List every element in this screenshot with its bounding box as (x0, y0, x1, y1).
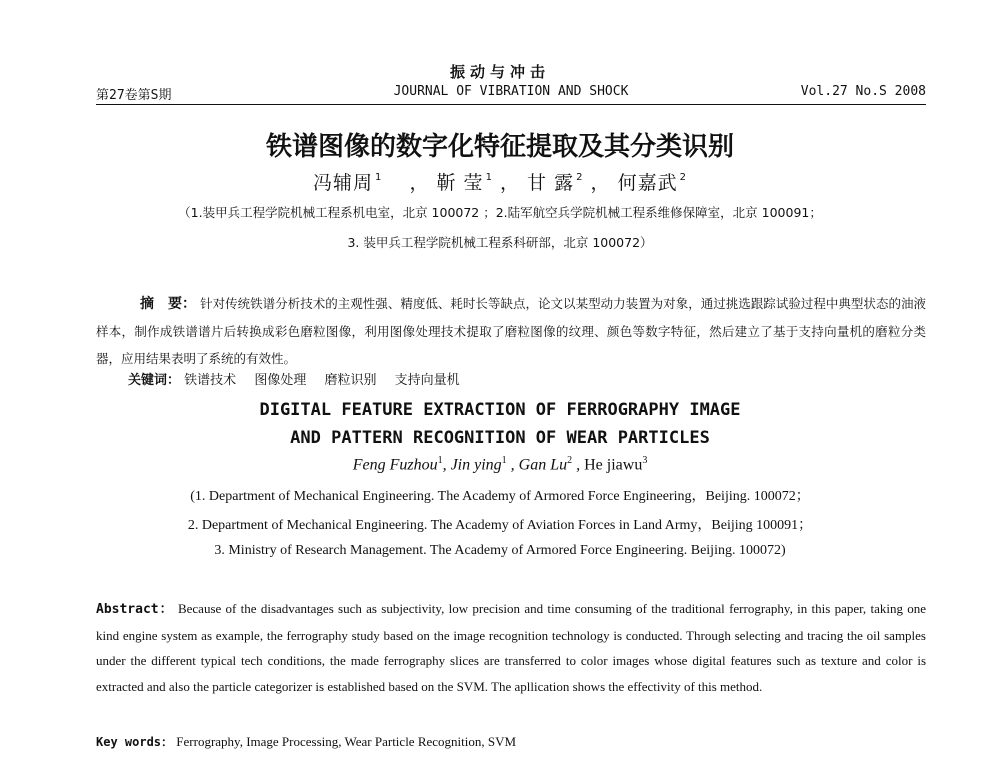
author-en: Gan Lu (518, 456, 568, 474)
author-affil-sup: 2 (679, 172, 687, 183)
author-separator: , (572, 456, 585, 474)
keywords-en (96, 733, 516, 750)
authors-en (0, 455, 1000, 474)
affiliation-en-line1: (1. Department of Mechanical Engineering. The Academy of Armored Force Engineering，Beijing. 100072； (190, 489, 810, 504)
authors-cn: 冯辅周 $^1$ ， 靳 莹 $^1$ ， 甘 露 $^2$ ， 何嘉武 $^2$ (313, 172, 687, 194)
abstract-cn-text: 针对传统铁谱分析技术的主观性强、精度低、耗时长等缺点，论文以某型动力装置为对象，通过挑选跟踪试验过程中典型状态的油液样本，制作成铁谱谱片后转换成彩色磨粒图像，利用图像处理技术提取了磨粒图像的纹理、颜色等数字特征，然后建立了基于支持向量机的磨粒分类器，应用结果表明了系统的有效性。 (96, 296, 927, 366)
keyword-cn: 磨粒识别 (324, 373, 377, 388)
volume-issue-cn: 第27卷第S期 (96, 88, 172, 103)
abstract-en (96, 596, 926, 699)
author-affil-sup: 1 (437, 455, 443, 466)
volume-issue-en: Vol.27 No.S 2008 (800, 84, 926, 99)
keyword-cn: 铁谱技术 (184, 373, 237, 388)
author-en: Jin ying (450, 456, 502, 474)
author-affil-sup: 1 (375, 172, 383, 183)
author-affil-sup: 2 (576, 172, 584, 183)
keyword-cn: 支持向量机 (394, 373, 460, 388)
author-cn: 冯辅周 (313, 172, 374, 194)
abstract-en-text: Because of the disadvantages such as subjectivity, low precision and time consuming of the traditional ferrography, in this paper, taking one kind engine system as example, the ferrography study based on the image recognition technology is conducted. Through selecting and tracing the oil samples under the different typical tech conditions, the made ferrography slices are transferred to color images whose digital features such as texture and color is extracted and also the particle categorizer is established based on the SVM. The apllication shows the effectivity of this method. (96, 601, 926, 694)
keywords-cn-label: 关键词： (128, 373, 181, 388)
author-affil-sup: 1 (501, 455, 507, 466)
header-rule (96, 104, 926, 105)
author-separator: , (506, 456, 519, 474)
author-en: Feng Fuzhou (352, 456, 438, 474)
paper-title-en-line2: AND PATTERN RECOGNITION OF WEAR PARTICLES (290, 428, 710, 448)
abstract-en-label: Abstract： (96, 602, 174, 617)
abstract-cn-label: 摘 要： (140, 296, 197, 312)
keywords-en-text: Ferrography, Image Processing, Wear Particle Recognition, SVM (176, 734, 517, 749)
affiliation-en-line3: 3. Ministry of Research Management. The Academy of Armored Force Engineering. Beijing. 100072) (214, 543, 786, 558)
keywords-cn (128, 369, 474, 388)
author-affil-sup: 2 (567, 455, 573, 466)
author-cn: 靳 莹 (436, 172, 484, 194)
author-cn: 甘 露 (527, 172, 575, 194)
author-separator: , (442, 456, 451, 474)
journal-name-cn: 振动与冲击 (449, 63, 550, 81)
affiliation-en-line2: 2. Department of Mechanical Engineering. The Academy of Aviation Forces in Land Army，Beijing 100091； (187, 518, 813, 533)
paper-title-cn: 铁谱图像的数字化特征提取及其分类识别 (265, 132, 734, 162)
keywords-en-label: Key words： (96, 735, 174, 749)
author-en: He jiawu (584, 456, 643, 474)
author-affil-sup: 1 (485, 172, 493, 183)
abstract-cn (96, 290, 926, 372)
running-header (96, 84, 926, 104)
affiliation-cn-line2: 3. 装甲兵工程学院机械工程系科研部，北京 100072） (347, 235, 653, 250)
author-cn: 何嘉武 (617, 172, 678, 194)
author-affil-sup: 3 (642, 455, 648, 466)
journal-name-en: JOURNAL OF VIBRATION AND SHOCK (393, 84, 629, 99)
paper-title-en-line1: DIGITAL FEATURE EXTRACTION OF FERROGRAPHY IMAGE (259, 400, 741, 420)
keyword-cn: 图像处理 (254, 373, 307, 388)
affiliation-cn-line1: （1.装甲兵工程学院机械工程系机电室，北京 100072 ；2.陆军航空兵学院机械工程系维修保障室，北京 100091； (178, 205, 822, 220)
